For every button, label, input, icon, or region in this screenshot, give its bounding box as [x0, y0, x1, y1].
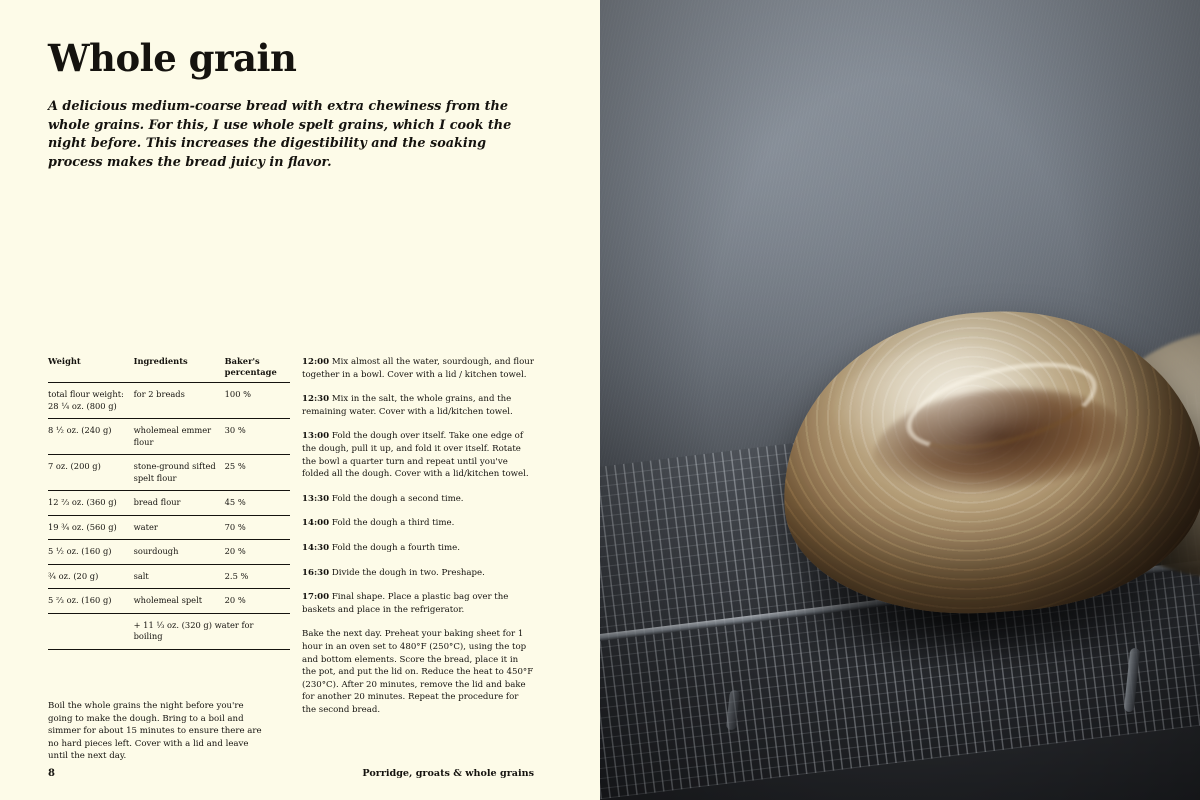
ingredients-table [48, 356, 290, 650]
schedule-text: Final shape. Place a plastic bag over the baskets and place in the refrigerator. [302, 592, 509, 615]
column-header-weight: Weight [48, 356, 81, 366]
cell-percentage: 2.5 % [225, 564, 290, 589]
table-row [48, 589, 290, 614]
schedule-step [302, 356, 534, 381]
schedule-time: 13:00 [302, 431, 330, 442]
table-row [48, 419, 290, 455]
cell-weight: 8 ½ oz. (240 g) [48, 419, 134, 455]
cell-empty [48, 613, 134, 649]
cell-ingredient: sourdough [134, 540, 225, 565]
table-row [48, 491, 290, 516]
schedule-time: 17:00 [302, 592, 330, 603]
cell-percentage: 30 % [225, 419, 290, 455]
schedule-text: Mix in the salt, the whole grains, and the remaining water. Cover with a lid/kitchen towel. [302, 394, 513, 417]
cell-ingredient: bread flour [134, 491, 225, 516]
cell-weight: 19 ¾ oz. (560 g) [48, 515, 134, 540]
schedule-time: 12:30 [302, 394, 330, 405]
footnote [48, 700, 270, 763]
cell-weight: 12 ⅔ oz. (360 g) [48, 491, 134, 516]
cell-weight: 7 oz. (200 g) [48, 455, 134, 491]
cell-weight: 5 ½ oz. (160 g) [48, 540, 134, 565]
recipe-intro-text: A delicious medium-coarse bread with extra chewiness from the whole grains. For this, I use whole spelt grains, which I cook the night before. This increases the digestibility and the soaking process makes the bread juicy in flavor. [48, 99, 512, 170]
bake-note: Bake the next day. Preheat your baking sheet for 1 hour in an oven set to 480°F (250°C), using the top and bottom elements. Score the bread, place it in the pot, and put the lid on. Reduce the heat to 450°F (230°C). After 20 minutes, remove the lid and bake for another 20 minutes. Repeat the procedure for the second bread. [302, 629, 534, 715]
footnote-text: Boil the whole grains the night before you're going to make the dough. Bring to a boil and simmer for about 15 minutes to ensure there are no hard pieces left. Cover with a lid and leave until the next day. [48, 701, 262, 762]
schedule-step [302, 393, 534, 418]
schedule-step [302, 517, 534, 530]
schedule-time: 13:30 [302, 493, 330, 504]
cell-weight: ¾ oz. (20 g) [48, 564, 134, 589]
table-row [48, 540, 290, 565]
schedule-text: Fold the dough a second time. [331, 493, 464, 504]
schedule-time: 14:30 [302, 542, 330, 553]
schedule-step [302, 430, 534, 480]
cell-ingredient: stone-ground sifted spelt flour [134, 455, 225, 491]
cell-percentage: 25 % [225, 455, 290, 491]
table-footer-row [48, 613, 290, 649]
table-row [48, 455, 290, 491]
cell-weight: total flour weight: 28 ¼ oz. (800 g) [48, 383, 134, 419]
schedule-step [302, 591, 534, 616]
schedule-text: Mix almost all the water, sourdough, and flour together in a bowl. Cover with a lid / kitchen towel. [302, 357, 534, 380]
recipe-intro [48, 98, 518, 172]
schedule-text: Divide the dough in two. Preshape. [331, 567, 485, 578]
table-header-row [48, 356, 290, 383]
page-number: 8 [48, 768, 55, 779]
schedule-text: Fold the dough a fourth time. [331, 542, 460, 553]
schedule-column [302, 356, 534, 716]
column-header-ingredients: Ingredients [133, 356, 188, 366]
schedule-time: 12:00 [302, 357, 330, 367]
ingredients-table-wrap [48, 356, 290, 650]
cell-percentage: 100 % [225, 383, 290, 419]
cell-ingredient: wholemeal emmer flour [134, 419, 225, 455]
cell-ingredient: for 2 breads [134, 383, 225, 419]
schedule-step [302, 493, 534, 506]
page-title: Whole grain [48, 36, 297, 80]
recipe-photo [600, 0, 1200, 800]
table-row [48, 383, 290, 419]
schedule-time: 14:00 [302, 518, 330, 529]
cell-percentage: 20 % [225, 589, 290, 614]
cell-weight: 5 ⅔ oz. (160 g) [48, 589, 134, 614]
schedule-text: Fold the dough a third time. [331, 518, 455, 529]
cell-percentage: 70 % [225, 515, 290, 540]
column-header-bakers-percentage: Baker's percentage [224, 356, 277, 377]
table-row [48, 564, 290, 589]
schedule-text: Fold the dough over itself. Take one edge of the dough, pull it up, and fold it over itself. Rotate the bowl a quarter turn and repeat until you've folded all the dough. Cover with a lid/kitchen towel. [302, 431, 529, 480]
schedule-time: 16:30 [302, 567, 330, 578]
table-row [48, 515, 290, 540]
schedule-step [302, 542, 534, 555]
cell-boiling-water: + 11 ⅓ oz. (320 g) water for boiling [134, 613, 290, 649]
schedule-step [302, 567, 534, 580]
cell-ingredient: wholemeal spelt [134, 589, 225, 614]
cell-percentage: 45 % [225, 491, 290, 516]
cell-ingredient: water [134, 515, 225, 540]
cell-ingredient: salt [134, 564, 225, 589]
running-head: Porridge, groats & whole grains [362, 768, 534, 779]
cell-percentage: 20 % [225, 540, 290, 565]
